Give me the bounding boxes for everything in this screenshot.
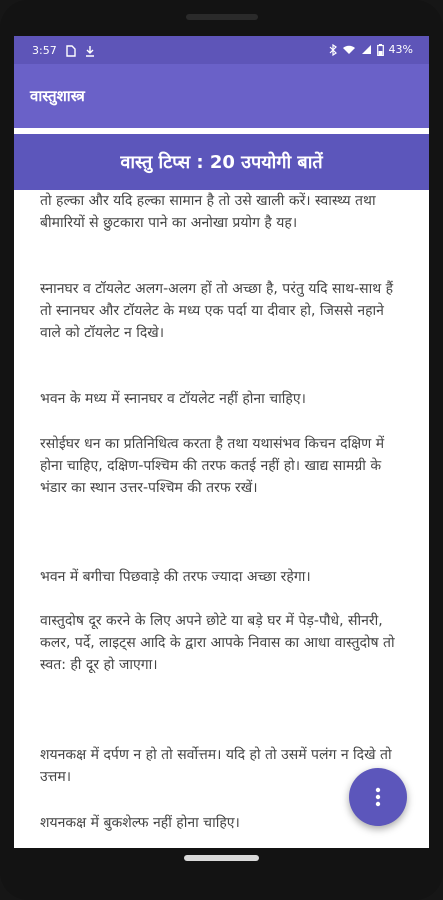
wifi-icon xyxy=(342,44,356,55)
app-title: वास्तुशास्त्र xyxy=(30,87,85,105)
status-time: 3:57 xyxy=(32,44,57,57)
paragraph: रसोईघर धन का प्रतिनिधित्व करता है तथा यथासंभव किचन दक्षिण में होना चाहिए, दक्षिण-पश्चिम की तरफ कतई नहीं हो। खाद्य सामग्री के भंडार का स्थान उत्तर-पश्चिम की तरफ रखें। xyxy=(40,436,385,496)
paragraph: तो हल्का और यदि हल्का सामान है तो उसे खाली करें। स्वास्थ्य तथा बीमारियों से छुटकारा पाने का अनोखा प्रयोग है यह। xyxy=(40,193,376,231)
bluetooth-icon xyxy=(329,44,337,56)
paragraph: शयनकक्ष में दर्पण न हो तो सर्वोत्तम। यदि हो तो उसमें पलंग न दिखे तो उत्तम। xyxy=(40,747,392,785)
app-screen xyxy=(14,36,429,848)
article-title: वास्तु टिप्स : 20 उपयोगी बातें xyxy=(120,152,323,173)
paragraph: स्नानघर व टॉयलेट अलग-अलग हों तो अच्छा है, परंतु यदि साथ-साथ हैं तो स्नानघर और टॉयलेट के मध्य एक पर्दा या दीवार हो, जिससे नहाने वाले को टॉयलेट न दिखे। xyxy=(40,281,394,341)
app-bar xyxy=(14,64,429,128)
battery-icon xyxy=(377,44,384,56)
phone-speaker xyxy=(186,14,258,20)
battery-percent: 43% xyxy=(388,43,413,56)
paragraph: भवन के मध्य में स्नानघर व टॉयलेट नहीं होना चाहिए। xyxy=(40,391,306,407)
signal-icon xyxy=(361,44,372,55)
paragraph: वास्तुदोष दूर करने के लिए अपने छोटे या बड़े घर में पेड़-पौधे, सीनरी, कलर, पर्दे, लाइट्स आदि के द्वारा आपके निवास का आधा वास्तुदोष तो स्वत: ही दूर हो जाएगा। xyxy=(40,613,395,673)
article-content[interactable] xyxy=(14,190,429,848)
paragraph: भवन में बगीचा पिछवाड़े की तरफ ज्यादा अच्छा रहेगा। xyxy=(40,569,311,585)
more-options-button[interactable] xyxy=(349,768,407,826)
article-title-banner xyxy=(14,134,429,190)
sim-card-icon xyxy=(66,45,76,57)
download-icon xyxy=(85,45,95,57)
gesture-nav-bar[interactable] xyxy=(184,855,259,861)
more-vert-icon xyxy=(375,787,381,807)
status-bar xyxy=(14,36,429,64)
paragraph: शयनकक्ष में बुकशेल्फ नहीं होना चाहिए। xyxy=(40,815,240,831)
